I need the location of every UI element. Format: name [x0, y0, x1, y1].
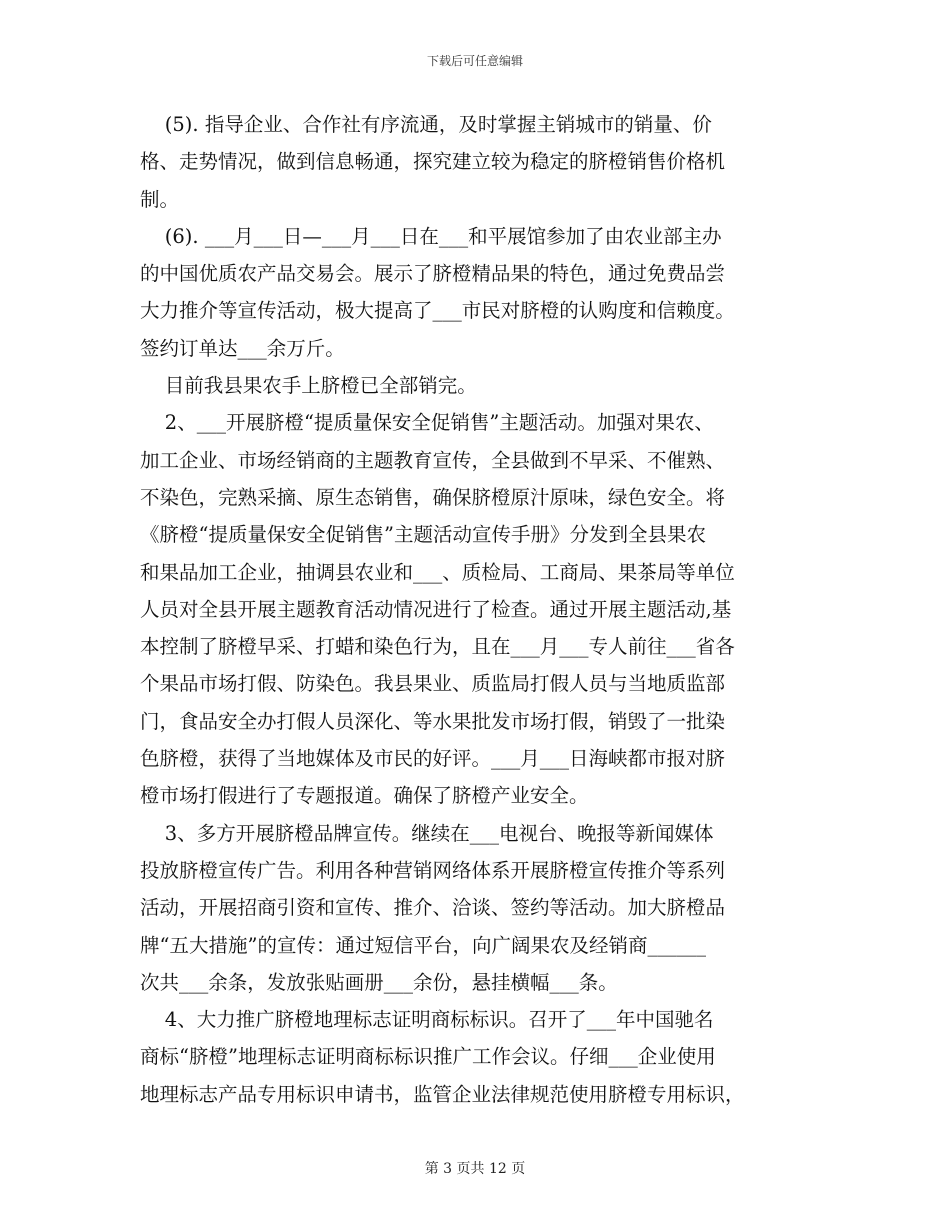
text-line: 投放脐橙宣传广告。利用各种营销网络体系开展脐橙宣传推介等系列: [140, 858, 726, 882]
text-line: 本控制了脐橙早采、打蜡和染色行为，且在___月___专人前往___省各: [140, 635, 735, 659]
text-line: 活动，开展招商引资和宣传、推介、洽谈、签约等活动。加大脐橙品: [140, 896, 726, 920]
text-line: 橙市场打假进行了专题报道。确保了脐橙产业安全。: [140, 784, 589, 808]
text-line: 格、走势情况，做到信息畅通，探究建立较为稳定的脐橙销售价格机: [140, 150, 726, 174]
text-line: 制。: [140, 187, 180, 211]
document-body: [140, 106, 810, 1113]
text-line: 人员对全县开展主题教育活动情况进行了检查。通过开展主题活动,基: [140, 597, 732, 621]
page-footer: 第 3 页共 12 页: [424, 1161, 526, 1177]
text-line: 和果品加工企业，抽调县农业和___、质检局、工商局、果茶局等单位: [140, 560, 735, 584]
text-line: 门，食品安全办打假人员深化、等水果批发市场打假，销毁了一批染: [140, 709, 726, 733]
text-line: 色脐橙，获得了当地媒体及市民的好评。___月___日海峡都市报对脐: [140, 747, 726, 771]
text-line: 3、多方开展脐橙品牌宣传。继续在___电视台、晚报等新闻媒体: [140, 821, 714, 845]
text-line: 4、大力推广脐橙地理标志证明商标标识。召开了___年中国驰名: [140, 1008, 714, 1032]
text-line: 目前我县果农手上脐橙已全部销完。: [140, 374, 477, 398]
text-line: 不染色，完熟采摘、原生态销售，确保脐橙原汁原味，绿色安全。将: [140, 485, 726, 509]
text-line: 《脐橙“提质量保安全促销售”主题活动宣传手册》分发到全县果农: [140, 523, 706, 547]
text-line: 加工企业、市场经销商的主题教育宣传，全县做到不早采、不催熟、: [140, 448, 726, 472]
text-line: 次共___余条，发放张贴画册___余份，悬挂横幅___条。: [140, 970, 618, 994]
text-line: 牌“五大措施”的宣传：通过短信平台，向广阔果农及经销商______: [140, 933, 706, 957]
text-line: 大力推介等宣传活动，极大提高了___市民对脐橙的认购度和信赖度。: [140, 299, 735, 323]
page-header: 下载后可任意编辑: [426, 54, 523, 68]
text-line: (6). ___月___日—___月___日在___和平展馆参加了由农业部主办: [140, 224, 722, 248]
text-line: 个果品市场打假、防染色。我县果业、质监局打假人员与当地质监部: [140, 672, 726, 696]
text-line: (5). 指导企业、合作社有序流通，及时掌握主销城市的销量、价: [140, 113, 712, 136]
text-line: 地理标志产品专用标识申请书，监管企业法律规范使用脐橙专用标识，: [140, 1082, 745, 1106]
text-line: 2、___开展脐橙“提质量保安全促销售”主题活动。加强对果农、: [140, 411, 714, 435]
text-line: 签约订单达___余万斤。: [140, 336, 345, 360]
text-line: 商标“脐橙”地理标志证明商标标识推广工作会议。仔细___企业使用: [140, 1045, 716, 1069]
text-line: 的中国优质农产品交易会。展示了脐橙精品果的特色，通过免费品尝: [140, 262, 726, 286]
